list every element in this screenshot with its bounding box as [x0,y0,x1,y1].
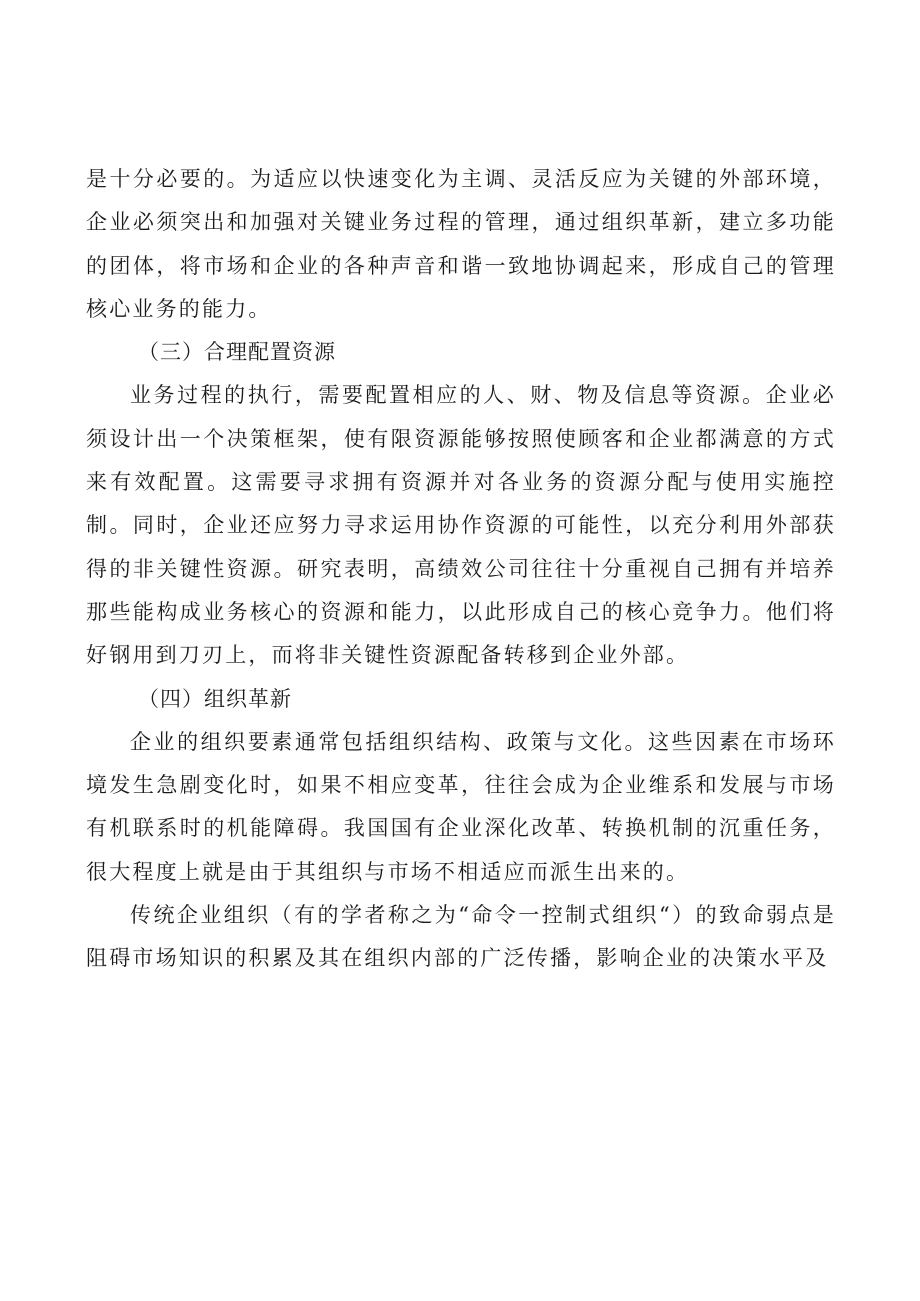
paragraph-organization-elements: 企业的组织要素通常包括组织结构、政策与文化。这些因素在市场环境发生急剧变化时，如果不相应变革，往往会成为企业维系和发展与市场有机联系时的机能障碍。我国国有企业深化改革、转换机制的沉重任务，很大程度上就是由于其组织与市场不相适应而派生出来的。 [86,729,836,884]
document-body [86,158,836,981]
paragraph-resource-allocation: 业务过程的执行，需要配置相应的人、财、物及信息等资源。企业必须设计出一个决策框架，使有限资源能够按照使顾客和企业都满意的方式来有效配置。这需要寻求拥有资源并对各业务的资源分配与使用实施控制。同时，企业还应努力寻求运用协作资源的可能性，以充分利用外部获得的非关键性资源。研究表明，高绩效公司往往十分重视自己拥有并培养那些能构成业务核心的资源和能力，以此形成自己的核心竞争力。他们将好钢用到刀刃上，而将非关键性资源配备转移到企业外部。 [86,383,836,668]
section-heading-4: （四）组织革新 [138,686,292,711]
paragraph-traditional-organization: 传统企业组织（有的学者称之为“命令一控制式组织“）的致命弱点是阻碍市场知识的积累及其在组织内部的广泛传播，影响企业的决策水平及 [86,903,836,971]
section-heading-3: （三）合理配置资源 [138,340,336,365]
paragraph-continuation: 是十分必要的。为适应以快速变化为主调、灵活反应为关键的外部环境，企业必须突出和加强对关键业务过程的管理，通过组织革新，建立多功能的团体，将市场和企业的各种声音和谐一致地协调起来，形成自己的管理核心业务的能力。 [86,167,836,321]
